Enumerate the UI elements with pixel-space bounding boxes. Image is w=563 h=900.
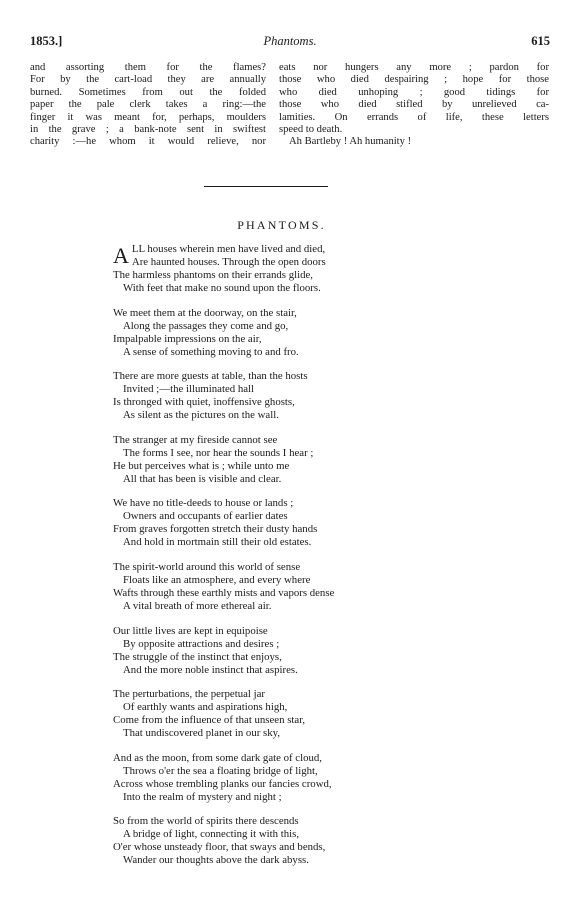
poem-line: Owners and occupants of earlier dates [123,510,288,523]
poem-line: By opposite attractions and desires ; [123,637,280,650]
section-divider [204,186,328,187]
poem-line: The struggle of the instinct that enjoys, [113,650,282,663]
poem-line: Floats like an atmosphere, and every where [123,573,311,586]
poem-stanzas [113,307,453,868]
poem-line: Of earthly wants and aspirations high, [123,701,288,714]
poem-line: A sense of something moving to and fro. [123,345,299,358]
poem-line: The harmless phantoms on their errands glide, [113,269,313,281]
poem-line: A vital breath of more ethereal air. [123,599,272,612]
poem-stanza-8 [113,688,453,740]
header-title: Phantoms. [263,34,317,48]
poem-line: We meet them at the doorway, on the stair, [113,306,297,319]
poem-line: So from the world of spirits there descends [113,815,299,828]
prose-line: those who died stifled by unrelieved ca- [279,99,549,111]
poem-body [113,243,453,879]
poem-stanza-4 [113,434,453,486]
poem-line: Our little lives are kept in equipoise [113,624,268,637]
prose-line: speed to death. [279,124,343,136]
poem-line: As silent as the pictures on the wall. [123,409,279,422]
prose-line: finger it was meant for, perhaps, moulders [30,111,266,123]
poem-line: Along the passages they come and go, [123,319,289,332]
poem-title: PHANTOMS. [237,218,326,232]
prose-line: and assorting them for the flames? [30,62,266,73]
poem-line: The forms I see, nor hear the sounds I hear ; [123,446,314,459]
poem-line: Come from the influence of that unseen star, [113,714,306,727]
prose-line: in the grave ; a bank-note sent in swiftest [30,124,266,136]
poem-stanza-1 [113,243,453,295]
poem-line: That undiscovered planet in our sky, [123,727,281,740]
poem-line: Into the realm of mystery and night ; [123,790,282,803]
poem-line: Across whose trembling planks our fancies crowd, [113,777,332,790]
prose-line: paper the pale clerk takes a ring:—the [30,99,266,111]
poem-stanza-10 [113,815,453,867]
prose-line: charity :—he whom it would relieve, nor [30,136,266,148]
poem-line: Wander our thoughts above the dark abyss. [123,854,309,867]
prose-line: those who died despairing ; hope for those [279,74,549,86]
poem-line: From graves forgotten stretch their dusty hands [113,523,318,536]
prose-line: burned. Sometimes from out the folded [30,86,266,98]
poem-line: O'er whose unsteady floor, that sways and bends, [113,841,326,854]
poem-stanza-2 [113,307,453,359]
poem-stanza-6 [113,561,453,613]
poem-line: The perturbations, the perpetual jar [113,688,265,701]
poem-line: With feet that make no sound upon the floors. [123,282,321,294]
poem-line: Impalpable impressions on the air, [113,332,262,345]
prose-right-column [279,62,549,149]
poem-line: There are more guests at table, than the hosts [113,370,308,383]
poem-line: The stranger at my fireside cannot see [113,433,278,446]
poem-line: We have no title-deeds to house or lands ; [113,497,294,510]
poem-line: All that has been is visible and clear. [123,472,282,485]
poem-line: LL houses wherein men have lived and died, [131,243,326,255]
poem-line: And hold in mortmain still their old estates. [123,536,312,549]
poem-line: He but perceives what is ; while unto me [113,459,290,472]
poem-line: Wafts through these earthly mists and vapors dense [113,586,335,599]
prose-line: eats nor hungers any more ; pardon for [279,62,549,73]
poem-line: A bridge of light, connecting it with this, [123,828,300,841]
poem-line: Are haunted houses. Through the open doors [131,256,326,268]
running-header [30,34,550,52]
prose-line: lamities. On errands of life, these letters [279,111,549,123]
poem-line: And the more noble instinct that aspires. [123,663,298,676]
poem-stanza-9 [113,752,453,804]
poem-stanza-3 [113,370,453,422]
poem-stanza-7 [113,625,453,677]
poem-stanza-5 [113,497,453,549]
header-year: 1853.] [30,34,63,48]
drop-cap: A [113,243,129,268]
prose-line: For by the cart-load they are annually [30,74,266,86]
page-number: 615 [531,34,550,48]
poem-line: And as the moon, from some dark gate of cloud, [113,751,322,764]
poem-line: Throws o'er the sea a floating bridge of light, [123,764,318,777]
prose-closing-line: Ah Bartleby ! Ah humanity ! [289,136,412,148]
prose-line: who died unhoping ; good tidings for [279,86,549,98]
poem-line: Invited ;—the illuminated hall [123,383,255,396]
prose-left-column [30,62,266,149]
poem-line: Is thronged with quiet, inoffensive ghosts, [113,396,295,409]
poem-line: The spirit-world around this world of sense [113,560,301,573]
